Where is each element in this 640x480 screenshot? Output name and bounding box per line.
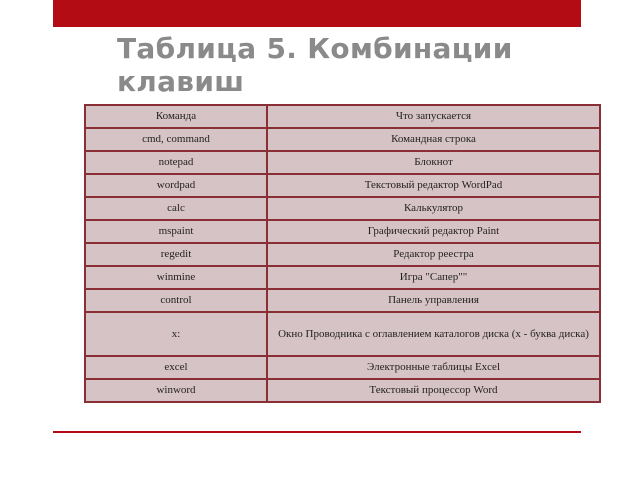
description-cell: Редактор реестра [267, 243, 600, 266]
command-cell: notepad [85, 151, 267, 174]
description-cell: Графический редактор Paint [267, 220, 600, 243]
top-accent-band [53, 0, 581, 27]
table-row [85, 151, 600, 174]
table-row [85, 174, 600, 197]
table-row [85, 379, 600, 402]
command-cell: winmine [85, 266, 267, 289]
command-cell: control [85, 289, 267, 312]
page-title: Таблица 5. Комбинации клавиш [117, 32, 513, 98]
description-cell: Командная строка [267, 128, 600, 151]
bottom-accent-line [53, 431, 581, 433]
table-row [85, 356, 600, 379]
table-row [85, 312, 600, 356]
command-cell: excel [85, 356, 267, 379]
header-cell-launches: Что запускается [267, 105, 600, 128]
description-cell: Панель управления [267, 289, 600, 312]
table-row [85, 128, 600, 151]
table-row [85, 243, 600, 266]
header-cell-command: Команда [85, 105, 267, 128]
table-header-row [85, 105, 600, 128]
description-cell: Электронные таблицы Excel [267, 356, 600, 379]
description-cell: Окно Проводника с оглавлением каталогов диска (x - буква диска) [267, 312, 600, 356]
shortcut-table-container [84, 104, 601, 403]
command-cell: winword [85, 379, 267, 402]
table-row [85, 289, 600, 312]
table-row [85, 197, 600, 220]
table-row [85, 266, 600, 289]
shortcut-table [84, 104, 601, 403]
table-row [85, 220, 600, 243]
description-cell: Игра "Сапер"" [267, 266, 600, 289]
command-cell: x: [85, 312, 267, 356]
description-cell: Калькулятор [267, 197, 600, 220]
command-cell: wordpad [85, 174, 267, 197]
command-cell: cmd, command [85, 128, 267, 151]
command-cell: regedit [85, 243, 267, 266]
description-cell: Текстовый редактор WordPad [267, 174, 600, 197]
description-cell: Текстовый процессор Word [267, 379, 600, 402]
description-cell: Блокнот [267, 151, 600, 174]
command-cell: calc [85, 197, 267, 220]
command-cell: mspaint [85, 220, 267, 243]
